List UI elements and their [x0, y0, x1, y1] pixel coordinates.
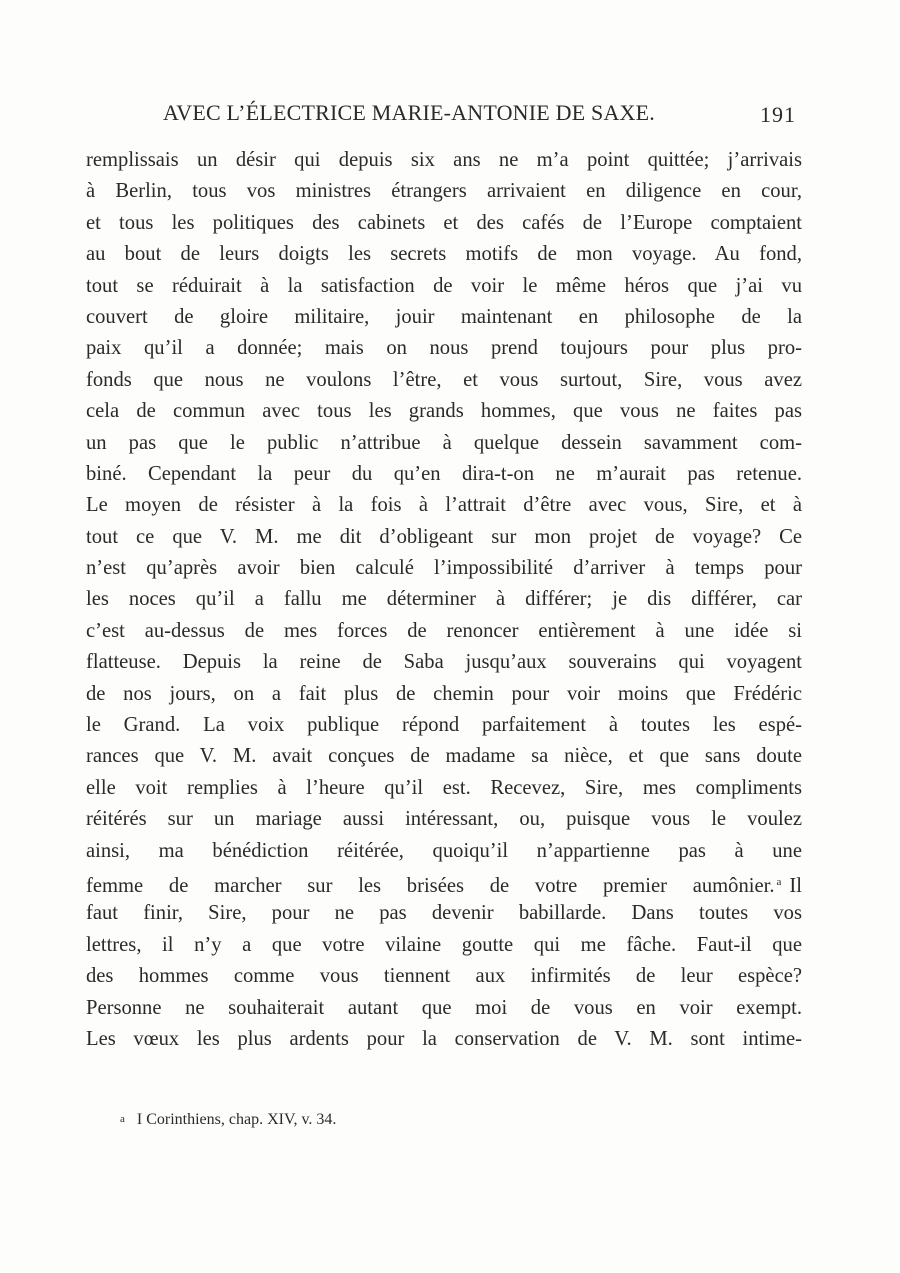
text-line: Le moyen de résister à la fois à l’attrait d’être avec vous, Sire, et à	[86, 494, 802, 517]
text-line: Les vœux les plus ardents pour la conservation de V. M. sont intime-	[86, 1027, 802, 1050]
running-title: AVEC L’ÉLECTRICE MARIE-ANTONIE DE SAXE.	[163, 100, 655, 125]
text-line: Personne ne souhaiterait autant que moi de vous en voir exempt.	[86, 996, 802, 1019]
footnote	[120, 1111, 336, 1129]
text-line: réitérés sur un mariage aussi intéressant, ou, puisque vous le voulez	[86, 808, 802, 831]
text-line: elle voit remplies à l’heure qu’il est. Recevez, Sire, mes compliments	[86, 776, 802, 799]
text-line: tout se réduirait à la satisfaction de voir le même héros que j’ai vu	[86, 274, 802, 297]
text-line: paix qu’il a donnée; mais on nous prend toujours pour plus pro-	[86, 337, 802, 360]
text-line: ainsi, ma bénédiction réitérée, quoiqu’il n’appartienne pas à une	[86, 839, 802, 862]
text-line: couvert de gloire militaire, jouir maintenant en philosophe de la	[86, 305, 802, 328]
text-line: un pas que le public n’attribue à quelque dessein savamment com-	[86, 431, 802, 454]
text-line: de nos jours, on a fait plus de chemin pour voir moins que Frédéric	[86, 682, 802, 705]
text-line: fonds que nous ne voulons l’être, et vous surtout, Sire, vous avez	[86, 368, 802, 391]
footnote-marker: a	[120, 1113, 125, 1125]
text-line: à Berlin, tous vos ministres étrangers arrivaient en diligence en cour,	[86, 180, 802, 203]
text-line: n’est qu’après avoir bien calculé l’impossibilité d’arriver à temps pour	[86, 557, 802, 580]
footnote-reference: a	[776, 875, 782, 888]
text-line: c’est au-dessus de mes forces de renoncer entièrement à une idée si	[86, 619, 802, 642]
text-line: cela de commun avec tous les grands hommes, que vous ne faites pas	[86, 400, 802, 423]
text-line-with-footnote-ref	[86, 867, 802, 898]
body-text	[86, 145, 802, 1055]
page-number: 191	[760, 102, 796, 127]
text-line: lettres, il n’y a que votre vilaine goutte qui me fâche. Faut-il que	[86, 933, 802, 956]
text-line: tout ce que V. M. me dit d’obligeant sur mon projet de voyage? Ce	[86, 525, 802, 548]
text-line: faut finir, Sire, pour ne pas devenir babillarde. Dans toutes vos	[86, 902, 802, 925]
text-segment: Il	[789, 874, 802, 897]
text-line: des hommes comme vous tiennent aux infirmités de leur espèce?	[86, 965, 802, 988]
text-segment: femme de marcher sur les brisées de votre premier aumônier.	[86, 874, 775, 897]
text-line: biné. Cependant la peur du qu’en dira-t-on ne m’aurait pas retenue.	[86, 462, 802, 485]
running-head	[160, 100, 800, 132]
text-line: et tous les politiques des cabinets et des cafés de l’Europe comptaient	[86, 211, 802, 234]
text-line: flatteuse. Depuis la reine de Saba jusqu’aux souverains qui voyagent	[86, 651, 802, 674]
text-line: rances que V. M. avait conçues de madame sa nièce, et que sans doute	[86, 745, 802, 768]
text-line: les noces qu’il a fallu me déterminer à différer; je dis différer, car	[86, 588, 802, 611]
text-line: remplissais un désir qui depuis six ans ne m’a point quittée; j’arrivais	[86, 149, 802, 171]
footnote-text: I Corinthiens, chap. XIV, v. 34.	[136, 1111, 337, 1128]
text-line: le Grand. La voix publique répond parfaitement à toutes les espé-	[86, 714, 802, 737]
text-line: au bout de leurs doigts les secrets motifs de mon voyage. Au fond,	[86, 243, 802, 266]
